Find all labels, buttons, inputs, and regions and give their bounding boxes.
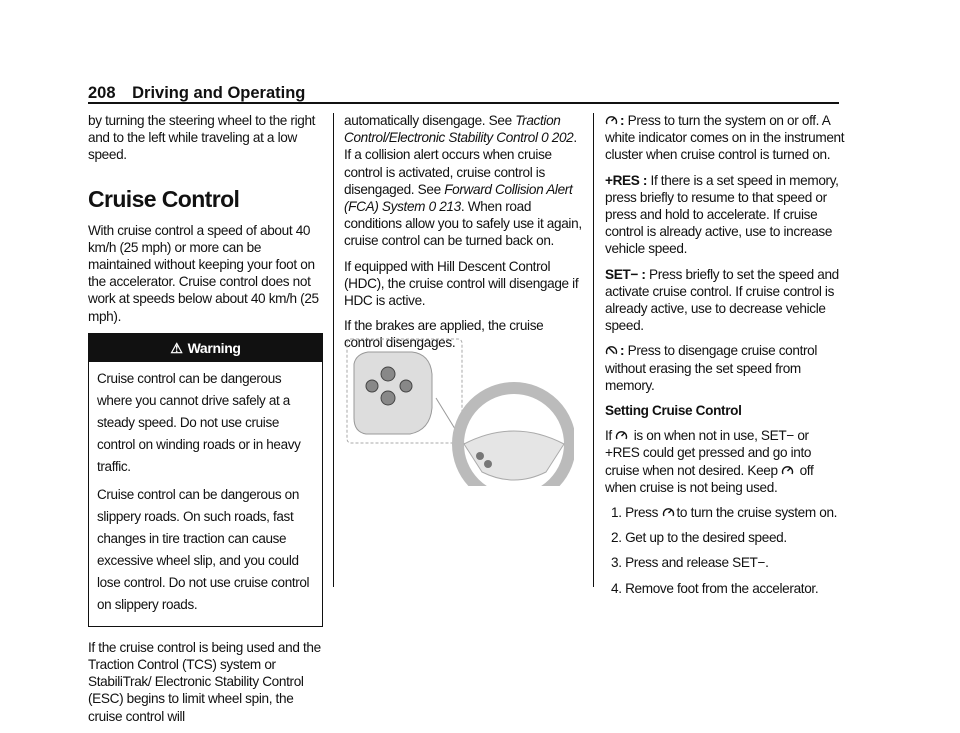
res-label: +RES : bbox=[605, 172, 648, 188]
onoff-paragraph bbox=[605, 112, 845, 164]
warning-box bbox=[88, 333, 323, 627]
hdc-paragraph: If equipped with Hill Descent Control (HDC), the cruise control will disengage if HDC is active. bbox=[344, 258, 579, 309]
text: is on when not in use, SET− or +RES could get pressed and go into cruise when not desired. Keep bbox=[605, 428, 812, 478]
page-reference[interactable]: 0 202 bbox=[541, 130, 574, 146]
cross-reference-link[interactable]: Traction Control/Electronic Stability Control bbox=[344, 113, 561, 146]
warning-header bbox=[89, 334, 322, 362]
cruise-control-icon bbox=[781, 464, 794, 477]
text: Press to turn the system on or off. A white indicator comes on in the instrument cluster when cruise control is turned on. bbox=[605, 113, 845, 163]
cancel-icon bbox=[605, 344, 618, 357]
cancel-paragraph bbox=[605, 342, 845, 394]
wheel-button-icon bbox=[476, 452, 484, 460]
column-1 bbox=[88, 112, 323, 733]
list-item: 4. Remove foot from the accelerator. bbox=[611, 580, 819, 596]
text: If bbox=[605, 428, 616, 444]
steps-list bbox=[605, 504, 845, 597]
cruise-button-icon bbox=[400, 380, 412, 392]
cross-reference-link[interactable]: Forward Collision Alert (FCA) System bbox=[344, 181, 573, 215]
warning-paragraph: Cruise control can be dangerous on slippery roads. On such roads, fast changes in tire traction can cause excessive wheel slip, and you could lose control. Do not use cruise control on slippery roads. bbox=[97, 486, 310, 612]
colon: : bbox=[620, 343, 625, 359]
text: If there is a set speed in memory, press briefly to resume to that speed or press and hold to accelerate. If cruise control is already active, use to increase vehicle speed. bbox=[605, 172, 839, 257]
tcs-paragraph: If the cruise control is being used and the Traction Control (TCS) system or StabiliTrak/ Electronic Stability Control (ESC) begins to limit wheel spin, the cruise control will bbox=[88, 639, 321, 724]
page-reference[interactable]: 0 213 bbox=[428, 199, 461, 215]
text: off when cruise is not being used. bbox=[605, 462, 814, 495]
steering-wheel-illustration bbox=[346, 338, 574, 486]
warning-triangle-icon: ⚠ bbox=[170, 339, 183, 356]
cruise-control-icon bbox=[662, 506, 675, 519]
res-button-icon bbox=[381, 367, 395, 381]
res-paragraph bbox=[605, 172, 845, 258]
text: 1. Press bbox=[611, 505, 659, 521]
warning-title: Warning bbox=[187, 339, 241, 356]
set-button-icon bbox=[381, 391, 395, 405]
warning-body bbox=[89, 362, 322, 626]
subheading: Setting Cruise Control bbox=[605, 403, 742, 419]
cruise-intro-paragraph: With cruise control a speed of about 40 km/h (25 mph) or more can be maintained without keeping your foot on the accelerator. Cruise control does not work at speeds below about 40 km/h (25 mph). bbox=[88, 222, 319, 324]
column-divider bbox=[593, 113, 594, 587]
text: . If a collision alert occurs when cruise control is activated, cruise control is disengaged. See bbox=[344, 130, 577, 197]
colon: : bbox=[620, 113, 625, 128]
set-paragraph bbox=[605, 266, 845, 335]
list-item bbox=[611, 504, 845, 521]
column-2 bbox=[344, 112, 582, 360]
setting-paragraph bbox=[605, 427, 845, 496]
header-rule bbox=[88, 102, 839, 104]
column-3 bbox=[605, 112, 845, 605]
list-item: 2. Get up to the desired speed. bbox=[611, 530, 787, 546]
page-header bbox=[88, 84, 305, 103]
wheel-button-icon bbox=[484, 460, 492, 468]
cancel-button-icon bbox=[366, 380, 378, 392]
warning-paragraph: Cruise control can be dangerous where you cannot drive safely at a steady speed. Do not use cruise control on winding roads or in heavy traffic. bbox=[97, 370, 301, 474]
text: to turn the cruise system on. bbox=[676, 505, 838, 521]
cruise-control-icon bbox=[605, 114, 618, 127]
disengage-paragraph bbox=[344, 112, 582, 250]
text: Press briefly to set the speed and activate cruise control. If cruise control is already active, use to decrease vehicle speed. bbox=[605, 266, 839, 334]
cruise-control-icon bbox=[615, 429, 628, 442]
text: automatically disengage. See bbox=[344, 113, 516, 128]
brakes-paragraph: If the brakes are applied, the cruise control disengages. bbox=[344, 318, 544, 351]
text: . When road conditions allow you to safely use it again, cruise control can be turned back on. bbox=[344, 199, 582, 249]
column-divider bbox=[333, 113, 334, 587]
text: Press to disengage cruise control without erasing the set speed from memory. bbox=[605, 343, 818, 393]
list-item: 3. Press and release SET−. bbox=[611, 555, 769, 571]
section-title: Driving and Operating bbox=[132, 84, 306, 102]
set-label: SET− : bbox=[605, 266, 646, 282]
page-number: 208 bbox=[88, 84, 116, 102]
section-heading: Cruise Control bbox=[88, 185, 240, 212]
intro-paragraph: by turning the steering wheel to the right and to the left while traveling at a low speed. bbox=[88, 113, 316, 163]
